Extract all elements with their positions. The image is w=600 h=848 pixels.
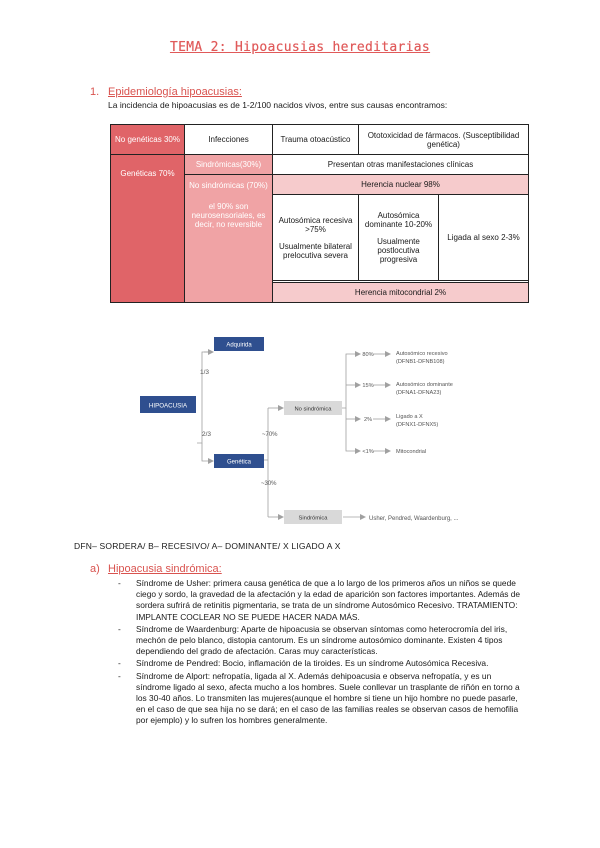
pct-30: ~30% (261, 481, 277, 487)
cell-otras-manifestaciones: Presentan otras manifestaciones clínicas (273, 155, 529, 175)
branch-code: (DFNA1-DFNA23) (396, 390, 442, 396)
cell-herencia-mitocondrial: Herencia mitocondrial 2% (273, 283, 529, 303)
list-item: - Síndrome de Pendred: Bocio, inflamación de la tiroides. Es un síndrome Autosómica Recesiva. (118, 658, 489, 669)
sindromica-examples: Usher, Pendred, Waardenburg, ... (369, 516, 459, 522)
dfn-legend: DFN– SORDERA/ B– RECESIVO/ A– DOMINANTE/ X LIGADO A X (74, 541, 341, 551)
cell-geneticas: Genéticas 70% (111, 155, 185, 303)
cell-trauma: Trauma otoacústico (273, 125, 359, 155)
branch-name: Autosómico dominante (396, 382, 453, 388)
intro-text: La incidencia de hipoacusias es de 1-2/100 nacidos vivos, entre sus causas encontramos: (108, 100, 448, 110)
adquirida-label: Adquirida (226, 342, 252, 349)
section-heading-epidemiologia: 1. Epidemiología hipoacusias: (90, 86, 242, 98)
page-title: TEMA 2: Hipoacusias hereditarias (169, 40, 431, 55)
cell-ligada-sexo: Ligada al sexo 2-3% (439, 195, 529, 281)
branch-code: (DFNB1-DFNB108) (396, 359, 445, 365)
cell-ototoxicidad: Ototoxicidad de fármacos. (Susceptibilidad genética) (359, 125, 529, 155)
cell-no-geneticas: No genéticas 30% (111, 125, 185, 155)
hipoacusia-label: HIPOACUSIA (148, 402, 188, 410)
cell-autosomica-recesiva: Autosómica recesiva >75% Usualmente bilateral prelocutiva severa (273, 195, 359, 281)
hipoacusia-diagram (140, 332, 480, 532)
syndrome-list (118, 578, 528, 728)
list-item: - Síndrome de Waardenburg: Aparte de hipoacusia se observan síntomas como heterocromía del iris, mechón de pelo blanco, distopia cantorum. Es un síndrome autosómico dominante. Existen 4 tipos dependiendo del grado de afectación. Caras muy características. (118, 623, 508, 657)
branch-name: Ligado a X (396, 414, 423, 420)
branch-name: Mitocondrial (396, 449, 427, 455)
branch-code: (DFNX1-DFNX5) (396, 422, 439, 428)
section-heading-sindromica: a) Hipoacusia sindrómica: (90, 563, 222, 575)
branch-pct: 15% (362, 383, 374, 389)
cell-sindromicas: Sindrómicas(30%) (185, 155, 273, 175)
branch-pct: 2% (363, 417, 373, 423)
genetica-label: Genética (226, 459, 252, 466)
cell-infecciones: Infecciones (185, 125, 273, 155)
list-item: - Síndrome de Alport: nefropatía, ligada al X. Además dehipoacusia e observa nefropatía, y es un síndrome ligado al sexo, afecta mucho a los hombres. Suele conllevar un trasplante de riñón en torno a los 30-40 años. Lo transmiten las mujeres(aunque el hombre si tiene un hijo hombre no puede pasarle, en el caso de que sea hija no se dará; en el caso de las familias reales se observan casos de hemofilia por ejemplo) y lo sufren los hombres generalmente. (118, 670, 520, 726)
branch-name: Autosómico recesivo (396, 351, 448, 357)
no-sindromica-label: No sindrómica (294, 406, 332, 413)
frac-1-3: 1/3 (200, 369, 210, 376)
sindromica-label: Sindrómica (298, 515, 328, 522)
cell-autosomica-dominante: Autosómica dominante 10-20% Usualmente postlocutiva progresiva (359, 195, 439, 281)
branch-pct: 80% (362, 352, 374, 358)
cell-no-sindromicas: No sindrómicas (70%) el 90% son neurosensoriales, es decir, no reversible (185, 175, 273, 303)
epidemiology-table (110, 124, 529, 303)
branch-pct: <1% (362, 449, 374, 455)
pct-70: ~70% (262, 432, 278, 438)
cell-herencia-nuclear: Herencia nuclear 98% (273, 175, 529, 195)
list-item: - Síndrome de Usher: primera causa genética de que a lo largo de los primeros años un niños se quede ciego y sordo, la gravedad de la afectación y la edad de aparición son factores importantes. Además de sordera sufrirá de retinitis pigmentaria, se trata de un síndrome Autosómico Recesivo. TRATAMIENTO: IMPLANTE COCLEAR NO SE PUEDE HACER NADA MÁS. (118, 578, 521, 622)
frac-2-3: 2/3 (202, 431, 212, 438)
